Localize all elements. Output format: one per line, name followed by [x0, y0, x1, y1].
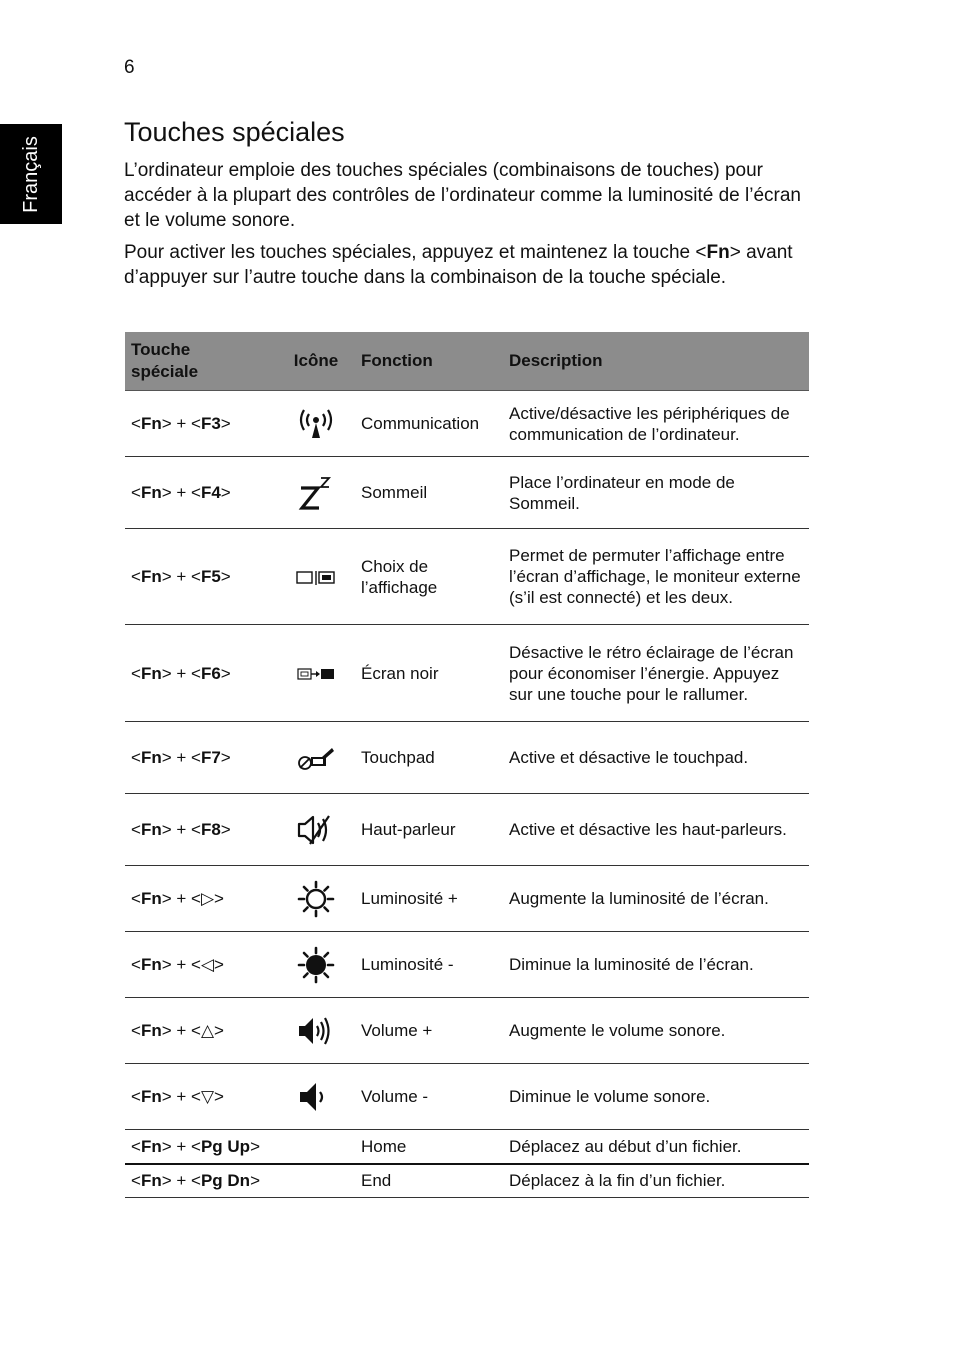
- language-tab-label: Français: [19, 135, 42, 213]
- table-row: [125, 932, 809, 998]
- hotkey-cell: <Fn> + <F6>: [125, 625, 277, 722]
- display-switch-icon: [296, 570, 336, 586]
- table-row: [125, 866, 809, 932]
- header-hotkey: [125, 332, 277, 391]
- hotkey-cell: <Fn> + <F5>: [125, 529, 277, 625]
- hotkey-cell: <Fn> + <▽>: [125, 1064, 277, 1130]
- header-description: Description: [503, 332, 809, 391]
- function-cell: Touchpad: [355, 722, 503, 794]
- touchpad-icon: [296, 744, 336, 772]
- table-row: [125, 457, 809, 529]
- header-hotkey-line2: spéciale: [131, 362, 199, 381]
- description-cell: Déplacez à la fin d’un fichier.: [503, 1164, 809, 1198]
- description-cell: Augmente le volume sonore.: [503, 998, 809, 1064]
- instruction-paragraph: [124, 240, 814, 290]
- icon-cell: [277, 1064, 355, 1130]
- icon-cell: [277, 866, 355, 932]
- description-cell: Permet de permuter l’affichage entre l’écran d’affichage, le moniteur externe (s’il est connecté) et les deux.: [503, 529, 809, 625]
- hotkey-cell: <Fn> + <◁>: [125, 932, 277, 998]
- function-cell: Sommeil: [355, 457, 503, 529]
- table-row: [125, 391, 809, 457]
- hotkey-cell: <Fn> + <△>: [125, 998, 277, 1064]
- hotkey-cell: <Fn> + <▷>: [125, 866, 277, 932]
- hotkey-cell: <Fn> + <F8>: [125, 794, 277, 866]
- icon-cell: [277, 625, 355, 722]
- header-icon: Icône: [277, 332, 355, 391]
- table-row: [125, 625, 809, 722]
- hotkey-cell: <Fn> + <F4>: [125, 457, 277, 529]
- hotkey-cell: <Fn> + <Pg Dn>: [125, 1164, 277, 1198]
- table-row: [125, 1164, 809, 1198]
- function-cell: End: [355, 1164, 503, 1198]
- icon-cell: [277, 794, 355, 866]
- table-row: [125, 1064, 809, 1130]
- function-cell: Home: [355, 1130, 503, 1164]
- description-cell: Place l’ordinateur en mode de Sommeil.: [503, 457, 809, 529]
- icon-cell: [277, 1130, 355, 1164]
- icon-cell: [277, 529, 355, 625]
- function-cell: Luminosité +: [355, 866, 503, 932]
- page-number: 6: [124, 57, 135, 78]
- volume-down-icon: [296, 1080, 336, 1114]
- description-cell: Active et désactive le touchpad.: [503, 722, 809, 794]
- icon-cell: [277, 722, 355, 794]
- header-hotkey-line1: Touche: [131, 340, 191, 359]
- sleep-icon: [298, 475, 334, 511]
- description-cell: Diminue la luminosité de l’écran.: [503, 932, 809, 998]
- table-row: [125, 529, 809, 625]
- brightness-down-icon: [296, 946, 336, 984]
- hotkey-table: [125, 332, 809, 1198]
- page-title: Touches spéciales: [124, 117, 345, 147]
- function-cell: Volume +: [355, 998, 503, 1064]
- function-cell: Choix de l’affichage: [355, 529, 503, 625]
- instruction-text-2: > avant d’appuyer sur l’autre touche dans la combinaison de la touche spéciale.: [124, 242, 793, 288]
- table-header-row: [125, 332, 809, 391]
- fn-key-label: Fn: [706, 242, 730, 263]
- table-row: [125, 794, 809, 866]
- description-cell: Augmente la luminosité de l’écran.: [503, 866, 809, 932]
- hotkey-cell: <Fn> + <F3>: [125, 391, 277, 457]
- screen-off-icon: [296, 666, 336, 682]
- icon-cell: [277, 391, 355, 457]
- icon-cell: [277, 1164, 355, 1198]
- hotkey-cell: <Fn> + <Pg Up>: [125, 1130, 277, 1164]
- table-row: [125, 998, 809, 1064]
- icon-cell: [277, 998, 355, 1064]
- description-cell: Diminue le volume sonore.: [503, 1064, 809, 1130]
- intro-paragraph: L’ordinateur emploie des touches spéciales (combinaisons de touches) pour accéder à la plupart des contrôles de l’ordinateur comme la luminosité de l’écran et le volume sonore.: [124, 160, 801, 231]
- icon-cell: [277, 932, 355, 998]
- function-cell: Luminosité -: [355, 932, 503, 998]
- instruction-text-1: Pour activer les touches spéciales, appuyez et maintenez la touche <: [124, 242, 707, 263]
- table-row: [125, 722, 809, 794]
- language-tab: [0, 124, 62, 224]
- volume-up-icon: [296, 1015, 336, 1047]
- icon-cell: [277, 457, 355, 529]
- function-cell: Écran noir: [355, 625, 503, 722]
- header-function: Fonction: [355, 332, 503, 391]
- table-row: [125, 1130, 809, 1164]
- description-cell: Désactive le rétro éclairage de l’écran pour économiser l’énergie. Appuyez sur une touche pour le rallumer.: [503, 625, 809, 722]
- function-cell: Volume -: [355, 1064, 503, 1130]
- function-cell: Communication: [355, 391, 503, 457]
- description-cell: Active et désactive les haut-parleurs.: [503, 794, 809, 866]
- brightness-up-icon: [296, 880, 336, 918]
- hotkey-cell: <Fn> + <F7>: [125, 722, 277, 794]
- function-cell: Haut-parleur: [355, 794, 503, 866]
- description-cell: Déplacez au début d’un fichier.: [503, 1130, 809, 1164]
- speaker-mute-icon: [296, 814, 336, 846]
- description-cell: Active/désactive les périphériques de communication de l’ordinateur.: [503, 391, 809, 457]
- wireless-icon: [296, 407, 336, 441]
